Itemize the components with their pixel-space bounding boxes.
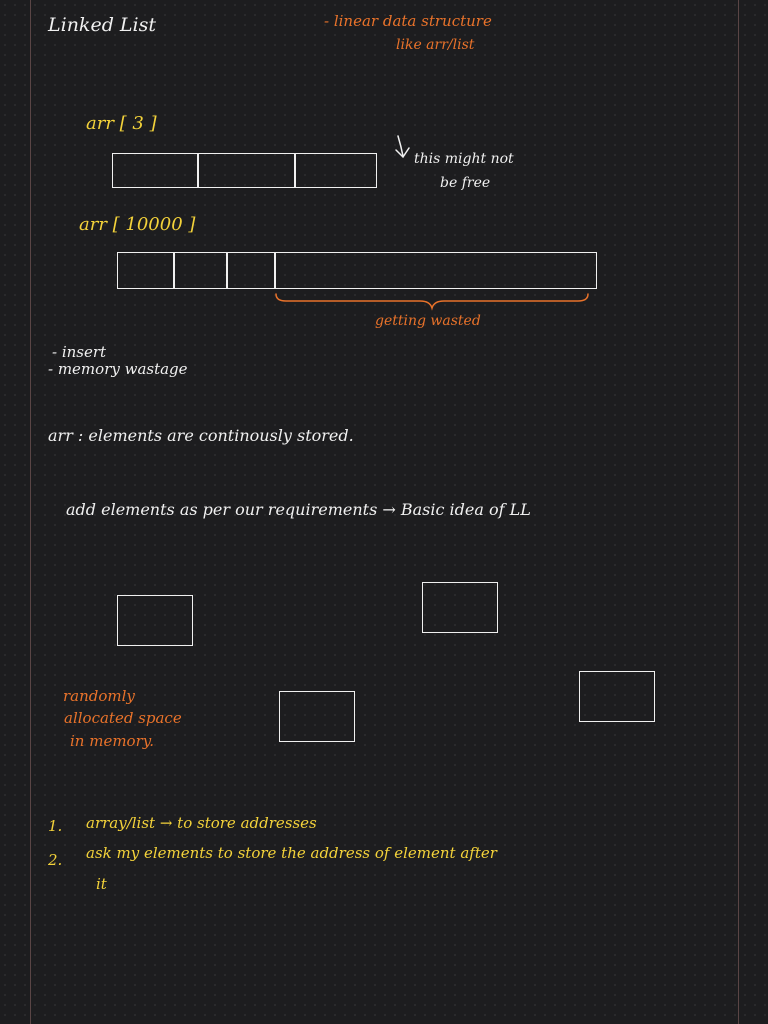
random-note-line-1: randomly — [63, 687, 135, 705]
basic-idea-line: add elements as per our requirements → Basic idea of LL — [66, 500, 531, 519]
array-large-label: arr [ 10000 ] — [79, 214, 196, 235]
step-text: ask my elements to store the address of element after — [86, 844, 497, 862]
random-note-line-2: allocated space — [64, 709, 182, 727]
wasted-label: getting wasted — [375, 313, 481, 329]
step-text: array/list → to store addresses — [86, 814, 317, 832]
definition-line-1: - linear data structure — [324, 12, 492, 30]
step-text-continuation: it — [96, 875, 107, 893]
array-note-line-1: this might not — [414, 151, 514, 167]
array-note-line-2: be free — [440, 175, 491, 191]
curly-brace-icon — [276, 294, 588, 308]
drawback-memory: - memory wastage — [48, 360, 188, 378]
step-number: 1. — [48, 817, 63, 835]
arr-contiguous-note: arr : elements are continously stored. — [48, 426, 354, 445]
down-arrow-icon — [396, 136, 409, 157]
drawback-insert: - insert — [52, 343, 107, 361]
array-small-label: arr [ 3 ] — [86, 113, 157, 134]
definition-line-2: like arr/list — [396, 37, 475, 53]
page-title: Linked List — [48, 14, 156, 36]
step-number: 2. — [48, 851, 63, 869]
random-note-line-3: in memory. — [70, 732, 155, 750]
